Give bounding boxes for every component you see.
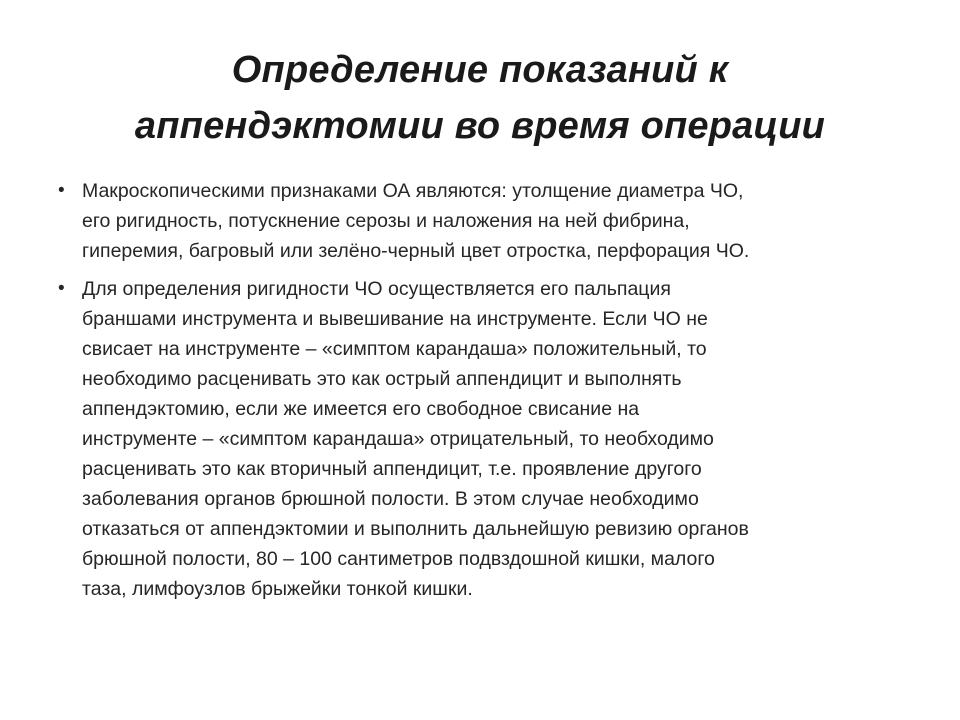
text-line: расценивать это как вторичный аппендицит, т.е. проявление другого	[82, 458, 702, 480]
bullet-marker: •	[58, 278, 65, 299]
text-line: Для определения ригидности ЧО осуществляется его пальпация	[82, 278, 671, 300]
text-line: заболевания органов брюшной полости. В этом случае необходимо	[82, 488, 699, 510]
bullet-text-1	[82, 176, 908, 266]
slide-title	[60, 42, 900, 154]
bullet-list	[58, 176, 908, 612]
text-line: Макроскопическими признаками ОА являются: утолщение диаметра ЧО,	[82, 180, 744, 202]
bullet-item-1	[58, 176, 908, 266]
text-line: инструменте – «симптом карандаша» отрицательный, то необходимо	[82, 428, 714, 450]
text-line: таза, лимфоузлов брыжейки тонкой кишки.	[82, 578, 473, 600]
text-line: гиперемия, багровый или зелёно-черный цвет отростка, перфорация ЧО.	[82, 240, 750, 262]
bullet-text-2	[82, 274, 908, 604]
bullet-marker: •	[58, 180, 65, 201]
text-line: брюшной полости, 80 – 100 сантиметров подвздошной кишки, малого	[82, 548, 715, 570]
title-line-1: Определение показаний к	[231, 49, 729, 91]
title-line-2: аппендэктомии во время операции	[134, 105, 826, 147]
text-line: свисает на инструменте – «симптом карандаша» положительный, то	[82, 338, 707, 360]
text-line: отказаться от аппендэктомии и выполнить дальнейшую ревизию органов	[82, 518, 749, 540]
text-line: аппендэктомию, если же имеется его свободное свисание на	[82, 398, 640, 420]
text-line: необходимо расценивать это как острый аппендицит и выполнять	[82, 368, 682, 390]
text-line: его ригидность, потускнение серозы и наложения на ней фибрина,	[82, 210, 690, 232]
bullet-item-2	[58, 274, 908, 604]
text-line: браншами инструмента и вывешивание на инструменте. Если ЧО не	[82, 308, 708, 330]
